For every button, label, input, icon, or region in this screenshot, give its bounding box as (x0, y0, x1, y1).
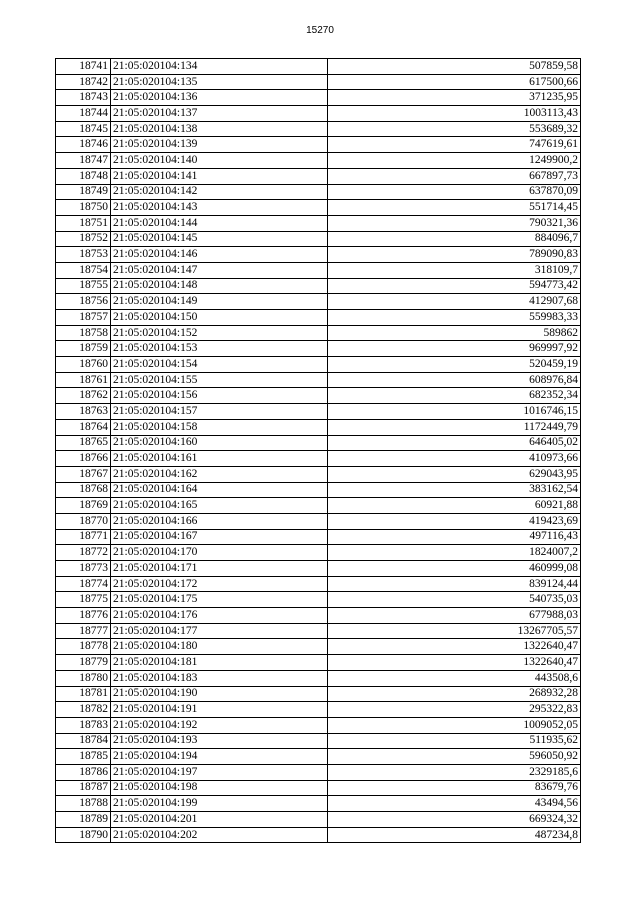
table-row (56, 404, 581, 420)
row-number-cell: 18742 (56, 74, 111, 90)
table-row (56, 168, 581, 184)
cadastral-number-cell: 21:05:020104:194 (111, 749, 328, 765)
table-body (56, 59, 581, 843)
value-cell: 617500,66 (328, 74, 581, 90)
row-number-cell: 18779 (56, 655, 111, 671)
cadastral-number-cell: 21:05:020104:148 (111, 278, 328, 294)
table-row (56, 655, 581, 671)
row-number-cell: 18778 (56, 639, 111, 655)
row-number-cell: 18754 (56, 262, 111, 278)
value-cell: 637870,09 (328, 184, 581, 200)
value-cell: 460999,08 (328, 561, 581, 577)
value-cell: 559983,33 (328, 310, 581, 326)
cadastral-number-cell: 21:05:020104:146 (111, 247, 328, 263)
table-row (56, 310, 581, 326)
cadastral-number-cell: 21:05:020104:198 (111, 780, 328, 796)
table-row (56, 513, 581, 529)
table-row (56, 670, 581, 686)
value-cell: 410973,66 (328, 451, 581, 467)
table-row (56, 576, 581, 592)
cadastral-number-cell: 21:05:020104:156 (111, 388, 328, 404)
row-number-cell: 18751 (56, 215, 111, 231)
cadastral-number-cell: 21:05:020104:147 (111, 262, 328, 278)
row-number-cell: 18743 (56, 90, 111, 106)
row-number-cell: 18763 (56, 404, 111, 420)
cadastral-number-cell: 21:05:020104:145 (111, 231, 328, 247)
table-row (56, 498, 581, 514)
cadastral-number-cell: 21:05:020104:199 (111, 796, 328, 812)
row-number-cell: 18750 (56, 200, 111, 216)
table-row (56, 733, 581, 749)
table-row (56, 812, 581, 828)
value-cell: 1172449,79 (328, 419, 581, 435)
value-cell: 553689,32 (328, 121, 581, 137)
table-row (56, 419, 581, 435)
page-number: 15270 (306, 25, 334, 36)
value-cell: 682352,34 (328, 388, 581, 404)
cadastral-number-cell: 21:05:020104:170 (111, 545, 328, 561)
value-cell: 295322,83 (328, 702, 581, 718)
row-number-cell: 18780 (56, 670, 111, 686)
row-number-cell: 18752 (56, 231, 111, 247)
cadastral-number-cell: 21:05:020104:161 (111, 451, 328, 467)
value-cell: 789090,83 (328, 247, 581, 263)
table-row (56, 608, 581, 624)
table-row (56, 623, 581, 639)
value-cell: 511935,62 (328, 733, 581, 749)
row-number-cell: 18759 (56, 341, 111, 357)
table-row (56, 294, 581, 310)
value-cell: 669324,32 (328, 812, 581, 828)
cadastral-number-cell: 21:05:020104:139 (111, 137, 328, 153)
table-row (56, 184, 581, 200)
cadastral-number-cell: 21:05:020104:137 (111, 106, 328, 122)
row-number-cell: 18786 (56, 764, 111, 780)
value-cell: 667897,73 (328, 168, 581, 184)
row-number-cell: 18758 (56, 325, 111, 341)
row-number-cell: 18746 (56, 137, 111, 153)
table-row (56, 262, 581, 278)
cadastral-number-cell: 21:05:020104:193 (111, 733, 328, 749)
table-row (56, 247, 581, 263)
table-row (56, 702, 581, 718)
row-number-cell: 18777 (56, 623, 111, 639)
value-cell: 1016746,15 (328, 404, 581, 420)
value-cell: 318109,7 (328, 262, 581, 278)
row-number-cell: 18774 (56, 576, 111, 592)
value-cell: 1003113,43 (328, 106, 581, 122)
value-cell: 412907,68 (328, 294, 581, 310)
row-number-cell: 18745 (56, 121, 111, 137)
cadastral-number-cell: 21:05:020104:142 (111, 184, 328, 200)
row-number-cell: 18770 (56, 513, 111, 529)
value-cell: 83679,76 (328, 780, 581, 796)
cadastral-number-cell: 21:05:020104:181 (111, 655, 328, 671)
row-number-cell: 18760 (56, 357, 111, 373)
row-number-cell: 18757 (56, 310, 111, 326)
value-cell: 677988,03 (328, 608, 581, 624)
cadastral-number-cell: 21:05:020104:135 (111, 74, 328, 90)
value-cell: 540735,03 (328, 592, 581, 608)
table-row (56, 796, 581, 812)
cadastral-number-cell: 21:05:020104:172 (111, 576, 328, 592)
value-cell: 747619,61 (328, 137, 581, 153)
value-cell: 629043,95 (328, 466, 581, 482)
row-number-cell: 18762 (56, 388, 111, 404)
table-row (56, 451, 581, 467)
cadastral-number-cell: 21:05:020104:183 (111, 670, 328, 686)
cadastral-number-cell: 21:05:020104:149 (111, 294, 328, 310)
cadastral-number-cell: 21:05:020104:167 (111, 529, 328, 545)
value-cell: 969997,92 (328, 341, 581, 357)
value-cell: 487234,8 (328, 827, 581, 843)
value-cell: 551714,45 (328, 200, 581, 216)
cadastral-number-cell: 21:05:020104:143 (111, 200, 328, 216)
value-cell: 60921,88 (328, 498, 581, 514)
table-row (56, 717, 581, 733)
table-row (56, 466, 581, 482)
value-cell: 43494,56 (328, 796, 581, 812)
cadastral-number-cell: 21:05:020104:150 (111, 310, 328, 326)
row-number-cell: 18744 (56, 106, 111, 122)
row-number-cell: 18787 (56, 780, 111, 796)
row-number-cell: 18747 (56, 153, 111, 169)
cadastral-number-cell: 21:05:020104:160 (111, 435, 328, 451)
cadastral-number-cell: 21:05:020104:134 (111, 59, 328, 75)
value-cell: 790321,36 (328, 215, 581, 231)
table-row (56, 106, 581, 122)
table-row (56, 74, 581, 90)
row-number-cell: 18784 (56, 733, 111, 749)
row-number-cell: 18761 (56, 372, 111, 388)
value-cell: 1322640,47 (328, 639, 581, 655)
value-cell: 596050,92 (328, 749, 581, 765)
row-number-cell: 18756 (56, 294, 111, 310)
table-row (56, 341, 581, 357)
row-number-cell: 18781 (56, 686, 111, 702)
value-cell: 383162,54 (328, 482, 581, 498)
value-cell: 497116,43 (328, 529, 581, 545)
cadastral-number-cell: 21:05:020104:166 (111, 513, 328, 529)
row-number-cell: 18775 (56, 592, 111, 608)
table-row (56, 388, 581, 404)
table-row (56, 545, 581, 561)
table-row (56, 435, 581, 451)
row-number-cell: 18764 (56, 419, 111, 435)
row-number-cell: 18771 (56, 529, 111, 545)
cadastral-number-cell: 21:05:020104:157 (111, 404, 328, 420)
value-cell: 594773,42 (328, 278, 581, 294)
row-number-cell: 18773 (56, 561, 111, 577)
table-row (56, 780, 581, 796)
value-cell: 1249900,2 (328, 153, 581, 169)
cadastral-number-cell: 21:05:020104:162 (111, 466, 328, 482)
row-number-cell: 18783 (56, 717, 111, 733)
value-cell: 608976,84 (328, 372, 581, 388)
cadastral-number-cell: 21:05:020104:175 (111, 592, 328, 608)
value-cell: 419423,69 (328, 513, 581, 529)
cadastral-value-table (55, 58, 581, 843)
cadastral-number-cell: 21:05:020104:171 (111, 561, 328, 577)
table-row (56, 482, 581, 498)
row-number-cell: 18769 (56, 498, 111, 514)
cadastral-number-cell: 21:05:020104:152 (111, 325, 328, 341)
table-row (56, 59, 581, 75)
row-number-cell: 18768 (56, 482, 111, 498)
row-number-cell: 18741 (56, 59, 111, 75)
row-number-cell: 18772 (56, 545, 111, 561)
cadastral-number-cell: 21:05:020104:154 (111, 357, 328, 373)
row-number-cell: 18776 (56, 608, 111, 624)
table-row (56, 215, 581, 231)
table-row (56, 372, 581, 388)
cadastral-number-cell: 21:05:020104:180 (111, 639, 328, 655)
table-row (56, 90, 581, 106)
table-row (56, 529, 581, 545)
row-number-cell: 18767 (56, 466, 111, 482)
value-cell: 2329185,6 (328, 764, 581, 780)
row-number-cell: 18788 (56, 796, 111, 812)
row-number-cell: 18753 (56, 247, 111, 263)
table-row (56, 231, 581, 247)
row-number-cell: 18765 (56, 435, 111, 451)
value-cell: 1824007,2 (328, 545, 581, 561)
table-row (56, 827, 581, 843)
cadastral-number-cell: 21:05:020104:176 (111, 608, 328, 624)
cadastral-number-cell: 21:05:020104:197 (111, 764, 328, 780)
value-cell: 839124,44 (328, 576, 581, 592)
cadastral-number-cell: 21:05:020104:153 (111, 341, 328, 357)
value-cell: 1322640,47 (328, 655, 581, 671)
cadastral-number-cell: 21:05:020104:191 (111, 702, 328, 718)
value-cell: 1009052,05 (328, 717, 581, 733)
cadastral-number-cell: 21:05:020104:165 (111, 498, 328, 514)
value-cell: 646405,02 (328, 435, 581, 451)
value-cell: 371235,95 (328, 90, 581, 106)
cadastral-number-cell: 21:05:020104:192 (111, 717, 328, 733)
cadastral-number-cell: 21:05:020104:202 (111, 827, 328, 843)
row-number-cell: 18749 (56, 184, 111, 200)
table-row (56, 153, 581, 169)
table-row (56, 137, 581, 153)
row-number-cell: 18766 (56, 451, 111, 467)
cadastral-number-cell: 21:05:020104:144 (111, 215, 328, 231)
cadastral-number-cell: 21:05:020104:136 (111, 90, 328, 106)
cadastral-number-cell: 21:05:020104:155 (111, 372, 328, 388)
row-number-cell: 18789 (56, 812, 111, 828)
table-row (56, 764, 581, 780)
cadastral-number-cell: 21:05:020104:158 (111, 419, 328, 435)
value-cell: 268932,28 (328, 686, 581, 702)
value-cell: 507859,58 (328, 59, 581, 75)
table-row (56, 278, 581, 294)
table-row (56, 325, 581, 341)
cadastral-number-cell: 21:05:020104:201 (111, 812, 328, 828)
table-row (56, 686, 581, 702)
cadastral-number-cell: 21:05:020104:138 (111, 121, 328, 137)
cadastral-number-cell: 21:05:020104:140 (111, 153, 328, 169)
table-row (56, 121, 581, 137)
table-row (56, 592, 581, 608)
cadastral-number-cell: 21:05:020104:141 (111, 168, 328, 184)
row-number-cell: 18748 (56, 168, 111, 184)
table-row (56, 749, 581, 765)
value-cell: 443508,6 (328, 670, 581, 686)
value-cell: 884096,7 (328, 231, 581, 247)
table-row (56, 357, 581, 373)
row-number-cell: 18785 (56, 749, 111, 765)
cadastral-number-cell: 21:05:020104:164 (111, 482, 328, 498)
table-row (56, 639, 581, 655)
cadastral-number-cell: 21:05:020104:190 (111, 686, 328, 702)
value-cell: 520459,19 (328, 357, 581, 373)
table-row (56, 561, 581, 577)
table-row (56, 200, 581, 216)
row-number-cell: 18782 (56, 702, 111, 718)
value-cell: 13267705,57 (328, 623, 581, 639)
value-cell: 589862 (328, 325, 581, 341)
row-number-cell: 18755 (56, 278, 111, 294)
row-number-cell: 18790 (56, 827, 111, 843)
cadastral-number-cell: 21:05:020104:177 (111, 623, 328, 639)
